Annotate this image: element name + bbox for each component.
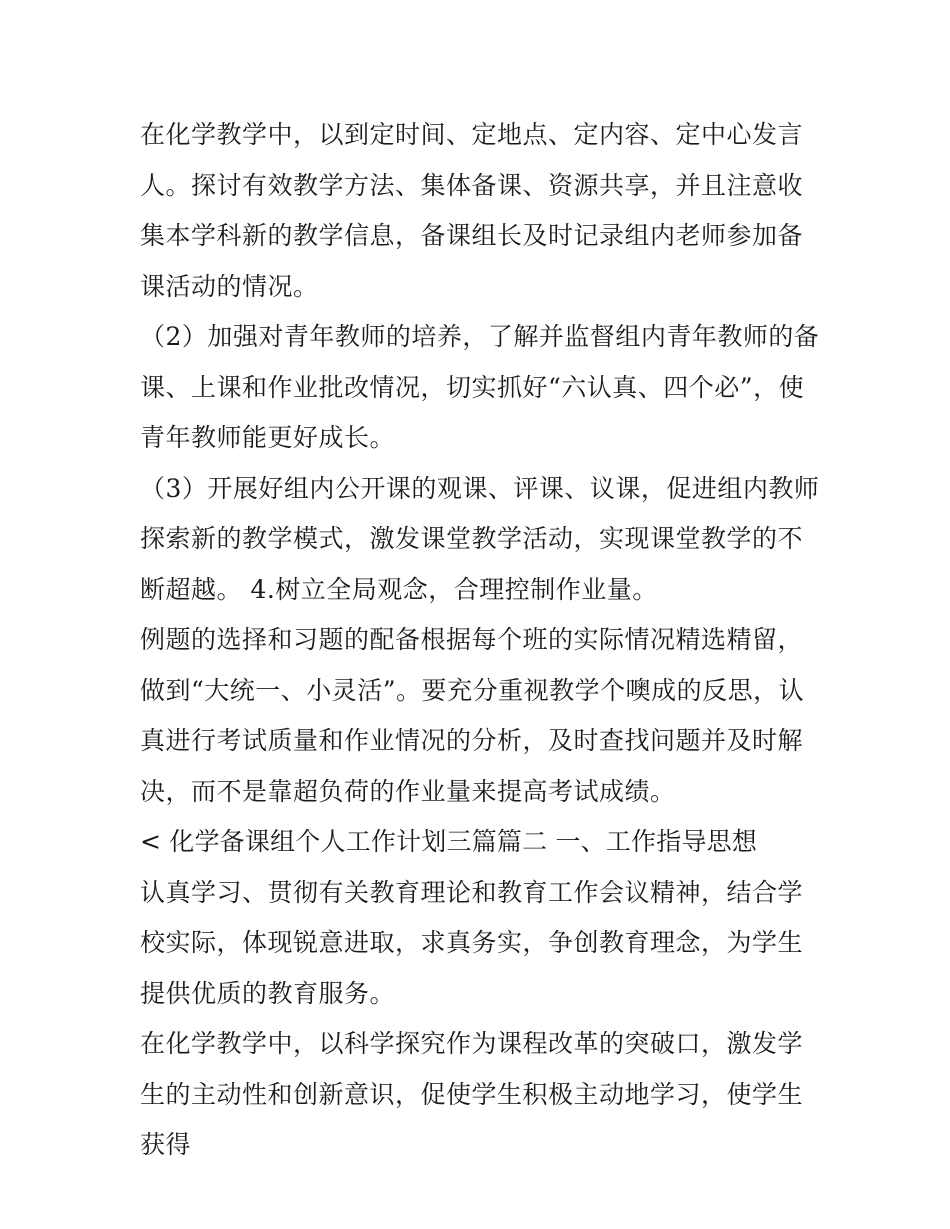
paragraph-meeting-rules: 在化学教学中，以到定时间、定地点、定内容、定中心发言人。探讨有效教学方法、集体备课、资源共享，并且注意收集本学科新的教学信息，备课组长及时记录组内老师参加备课活动的情况。 xyxy=(140,120,804,301)
paragraph-open-lessons: （3）开展好组内公开课的观课、评课、议课，促进组内教师探索新的教学模式，激发课堂教学活动，实现课堂教学的不断超越。 4.树立全局观念，合理控制作业量。 xyxy=(140,473,820,604)
paragraph-study-theory: 认真学习、贯彻有关教育理论和教育工作会议精神，结合学校实际，体现锐意进取，求真务实，争创教育理念，为学生提供优质的教育服务。 xyxy=(140,877,804,1008)
paragraph-exercise-selection: 例题的选择和习题的配备根据每个班的实际情况精选精留，做到“大统一、小灵活”。要充分重视教学个噢成的反思，认真进行考试质量和作业情况的分析，及时查找问题并及时解决，而不是靠超负荷的作业量来提高考试成绩。 xyxy=(140,625,805,806)
paragraph-young-teachers: （2）加强对青年教师的培养，了解并监督组内青年教师的备课、上课和作业批改情况，切实抓好“六认真、四个必”，使青年教师能更好成长。 xyxy=(140,322,820,452)
paragraph-scientific-inquiry: 在化学教学中，以科学探究作为课程改革的突破口，激发学生的主动性和创新意识，促使学生积极主动地学习，使学生获得 xyxy=(140,1029,804,1159)
section-heading-guiding-ideology: < 化学备课组个人工作计划三篇篇二 一、工作指导思想 xyxy=(140,827,758,856)
document-body xyxy=(140,110,820,1171)
